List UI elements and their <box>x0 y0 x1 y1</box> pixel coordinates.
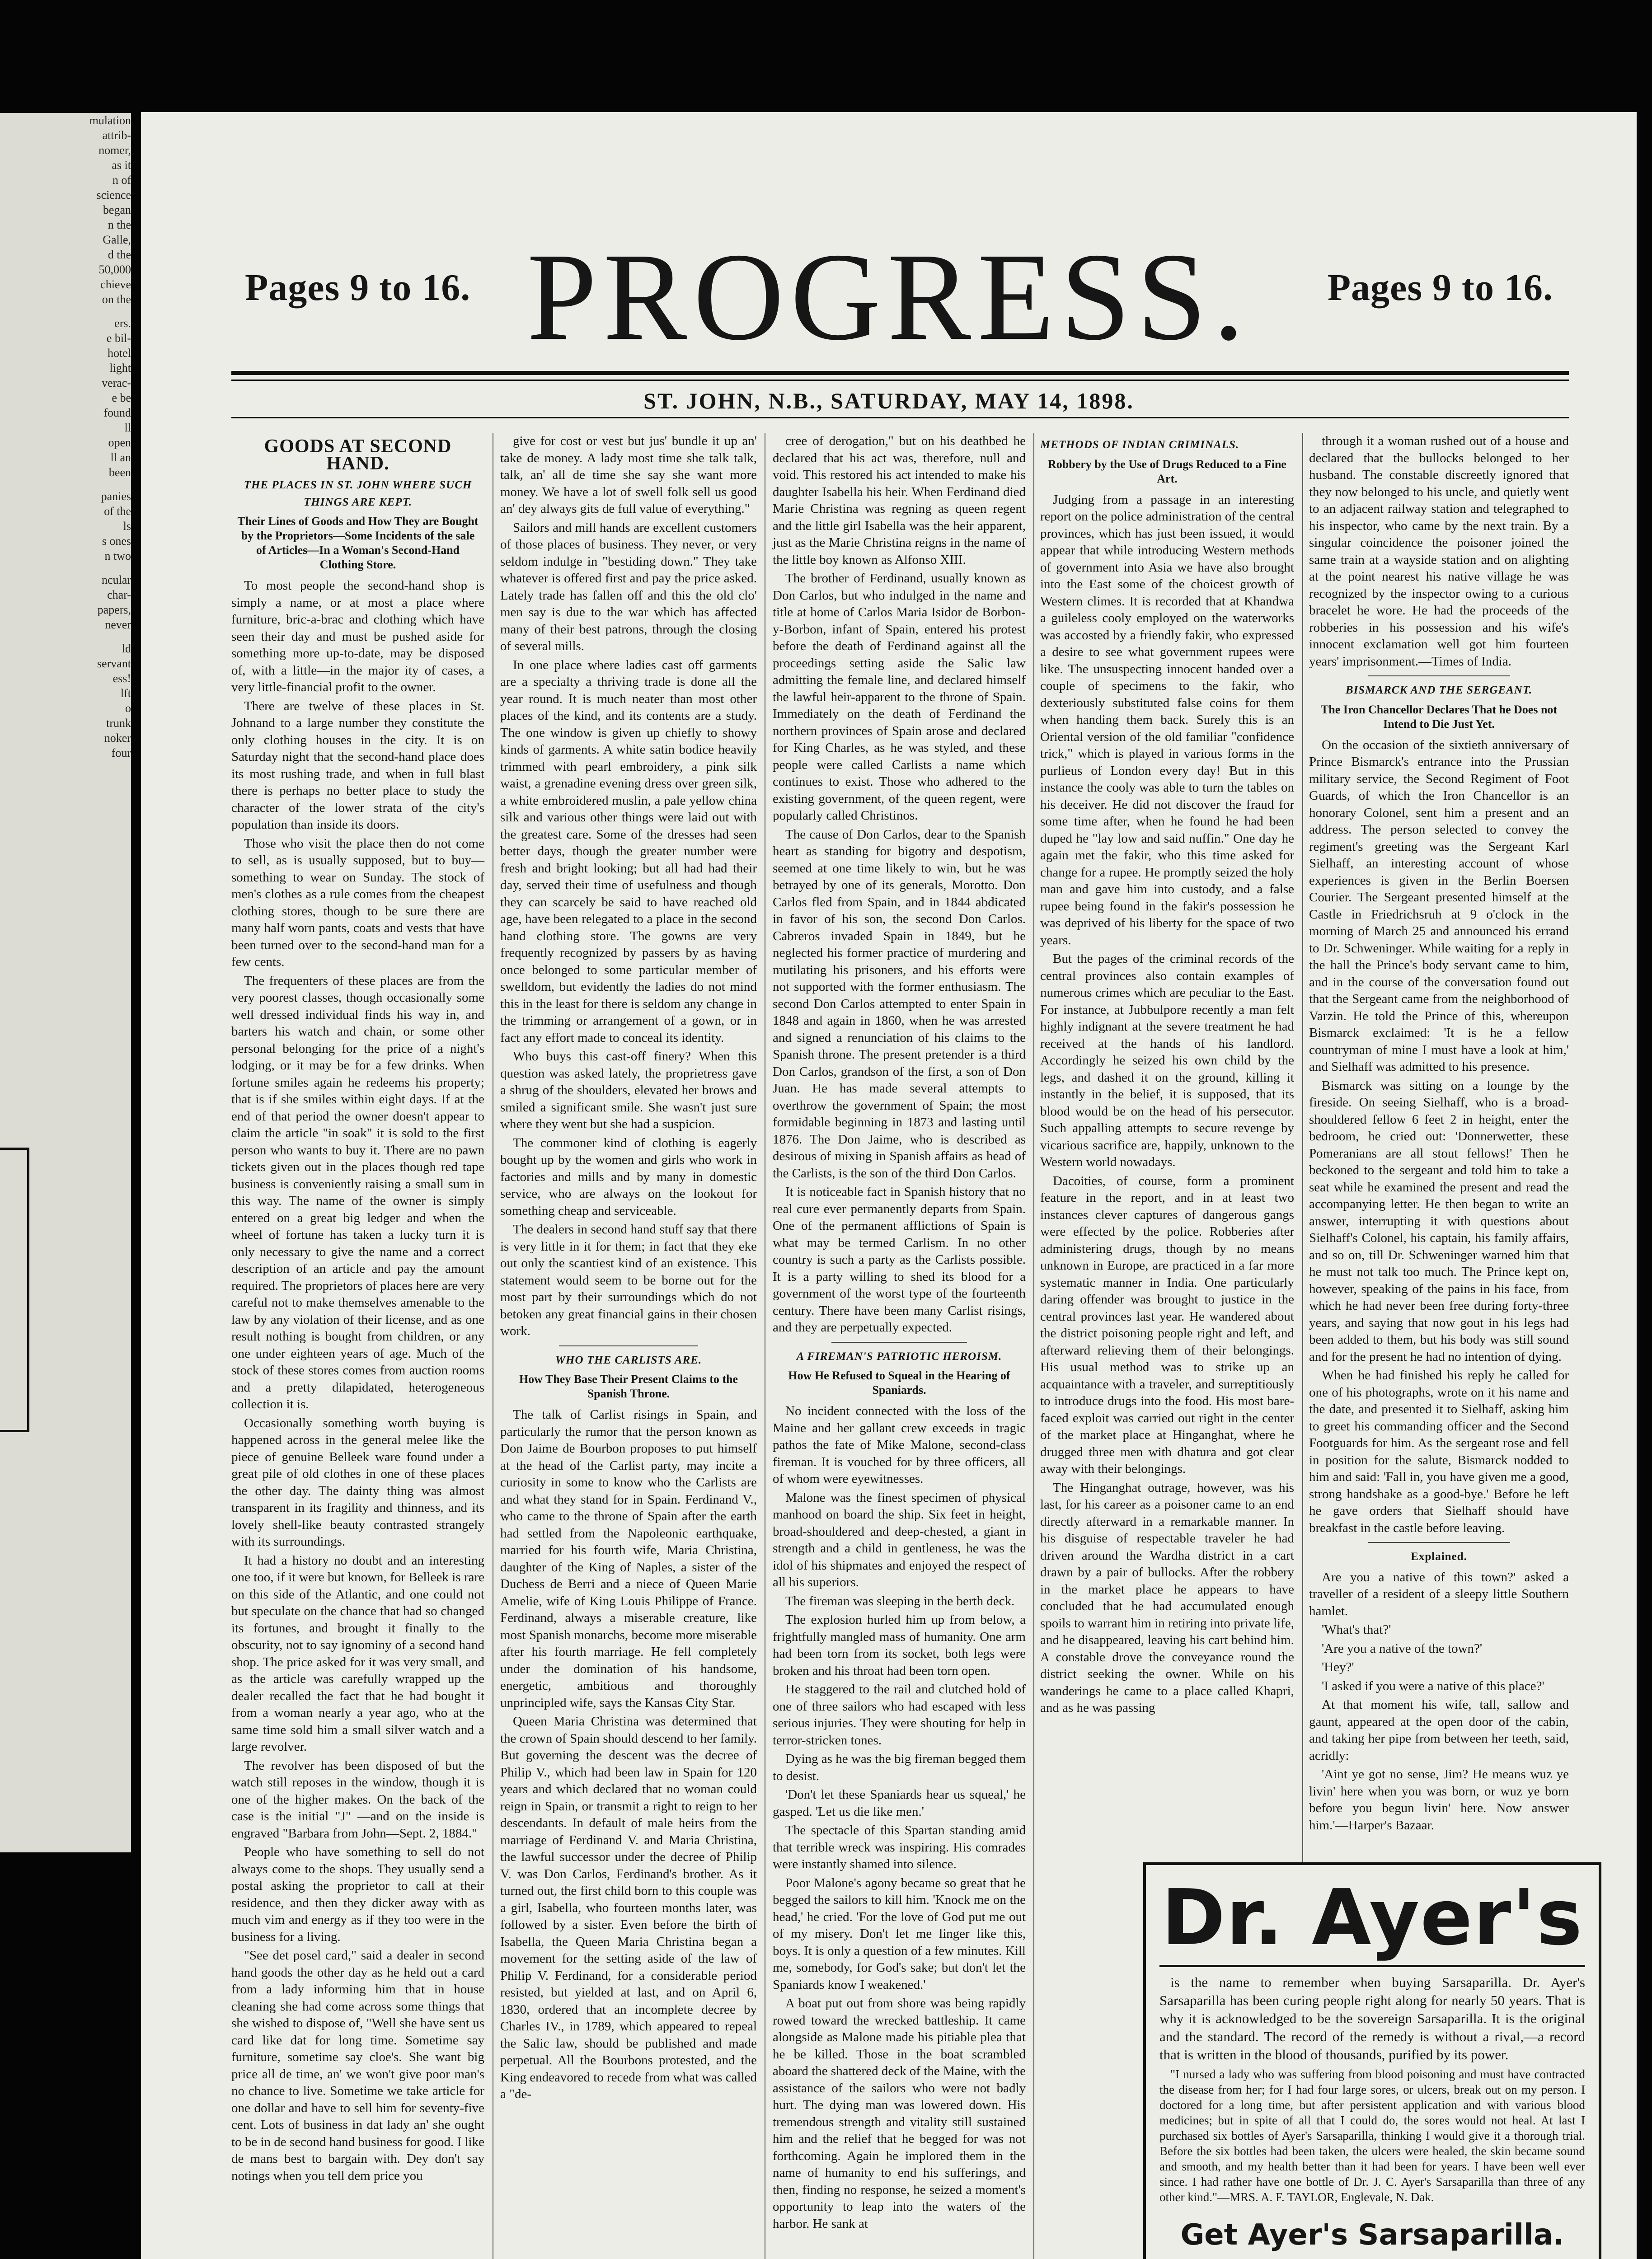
pages-label-left: Pages 9 to 16. <box>245 267 471 309</box>
paragraph: The commoner kind of clothing is eagerly bought up by the women and girls who work in factories and mills and by many in domestic service, who are always on the lookout for something cheap and serviceable. <box>500 1135 757 1218</box>
paragraph: The talk of Carlist risings in Spain, and particularly the rumor that the person known as Don Jaime de Bourbon proposes to put himself at the head of the Carlist party, may incite a curiosity in some to know who the Carlists are and what they stand for in Spain. Ferdinand V., who came to the throne of Spain after the earth had settled from the Napoleonic earthquake, married for his fourth wife, Maria Christina, daughter of the King of Naples, a sister of the Duchess de Berri and a niece of Queen Marie Amelie, wife of King Louis Philippe of France. Ferdinand, always a miserable creature, like most Spanish monarchs, become more miserable after his fourth marriage. He fell completely under the domination of his handsome, energetic, ambitious and thoroughly unprincipled wife, says the Kansas City Star. <box>500 1407 757 1710</box>
paragraph: "See det posel card," said a dealer in second hand goods the other day as he held out a card from a lady informing him that in house cleaning she had come across some things that she wished to dispose of, "Well she have sent us card like dat for long time. Sometime say furniture, sometime say cloe's. She want big price all de time, an' we won't give poor man's no chance to live. Sometime we take article for one dollar and have to sell him for seventy-five cent. Lots of business in dat lady an' she ought to be in de second hand business for good. I like de mans best to bargain with. Dey don't say notings when you tell dem price you <box>231 1948 484 2183</box>
paragraph: People who have something to sell do not always come to the shops. They usually send a postal asking the proprietor to call at their residence, and then they dicker away with as much vim and energy as if they too were in the business for a living. <box>231 1845 484 1944</box>
paragraph: Queen Maria Christina was determined that the crown of Spain should descend to her family. But governing the descent was the decree of Philip V., which had been law in Spain for 120 years and which declared that no woman could reign in Spain, or transmit a right to reign to her descendants. In default of male heirs from the marriage of Ferdinand V. and Maria Christina, the lawful successor under the decree of Philip V. was Don Carlos, Ferdinand's brother. As it turned out, the first child born to this couple was a girl, Isabella, who fourteen months later, was followed by a sister. Even before the birth of Isabella, the Queen Maria Christina began a movement for the setting aside of the law of Philip V. Ferdinand, for a considerable period resisted, but yielded at last, and on April 6, 1830, ordered that an incomplete decree by Charles IV., in 1789, which appeared to repeal the Salic law, should be published and made perpetual. All the Bourbons protested, and the King endeavored to recede from what was called a "de- <box>500 1714 757 2101</box>
pages-label-right: Pages 9 to 16. <box>1327 267 1553 309</box>
masthead-rule <box>231 371 1569 375</box>
paragraph: The Hinganghat outrage, however, was his last, for his career as a poisoner came to an end directly afterward in a remarkable manner. In his disguise of respectable traveler he had driven around the Wardha district in a cart drawn by a pair of bullocks. After the robbery in the market place he appears to have concluded that he had accumulated enough spoils to warrant him in retiring into private life, and he disappeared, leaving his cart behind him. A constable drove the conveyance round the district seeking the owner. While on his wanderings he came to a place called Khapri, and as he was passing <box>1040 1480 1294 1715</box>
paragraph: Judging from a passage in an interesting report on the police administration of the central provinces, which has just been issued, it would appear that while introducing Western methods of government into Asia we have also brought into the East some of the choicest growth of Western climes. It is recorded that at Khandwa a guileless cooly employed on the waterworks was accosted by a friendly fakir, who expressed a desire to see what government rupees were like. The unsuspecting innocent handed over a couple of specimens to the fakir, who dexteriously substituted false coins for them when handing them back. Surely this is an Oriental version of the old familiar "confidence trick," which is played in various forms in the purlieus of London every day! But in this instance the cooly was able to turn the tables on his deceiver. He did not discover the fraud for some time after, when he found he had been duped he "lay low and said nuffin." One day he again met the fakir, who this time asked for change for a rupee. He promptly seized the holy man and gave him into custody, and a false rupee being found in the fakir's possession he was deprived of his liberty for the space of two years. <box>1040 492 1294 947</box>
paragraph: Dying as he was the big fireman begged them to desist. <box>773 1752 1026 1783</box>
dateline-rule <box>231 417 1569 418</box>
fragment-line: n two <box>104 549 131 562</box>
fragment-line: ncular <box>102 573 131 586</box>
fragment-line: n of <box>112 173 131 187</box>
paragraph: Bismarck was sitting on a lounge by the fireside. On seeing Sielhaff, who is a broad-shouldered fellow 6 feet 2 in height, enter the bedroom, he cried out: 'Donnerwetter, these Pomeranians are all stout fellows!' Then he beckoned to the sergeant and told him to take a seat while he examined the present and read the accompanying letter. He then began to write an answer, interrupting it with questions about Sielhaff's Colonel, his captain, his family affairs, and so on, till Dr. Schweninger warned him that he must not talk too much. The Prince kept on, however, speaking of the pains in his face, from which he had never been free during forty-three years, and saying that now gout in his legs had been added to them, but his body was still sound and for the present he had no intention of dying. <box>1309 1078 1569 1364</box>
paragraph: cree of derogation," but on his deathbed he declared that his act was, therefore, null and void. This restored his act intended to make his daughter Isabella his heir. When Ferdinand died Marie Christina was regning as queen regent and the little girl Isabella was the heir apparent, just as the Marie Christina reigns in the name of the little boy known as Alfonso XIII. <box>773 434 1026 567</box>
paragraph: The brother of Ferdinand, usually known as Don Carlos, but who indulged in the name and title at home of Carlos Maria Isidor de Borbon-y-Borbon, infant of Spain, entered his protest before the death of Ferdinand against all the proceedings setting aside the Salic law admitting the female line, and declared himself the lawful heir-apparent to the throne of Spain. Immediately on the death of Ferdinand the northern provinces of Spain arose and declared for King Charles, as he was styled, and these people were called Carlists a name which continues to exist. Those who adhered to the existing government, of the queen regent, were popularly called Christinos. <box>773 571 1026 823</box>
column-5 <box>1309 433 1569 1833</box>
fragment-line: n the <box>108 218 131 231</box>
ad-rule <box>1159 1965 1585 1967</box>
paragraph: is the name to remember when buying Sarsaparilla. Dr. Ayer's Sarsaparilla has been curing people right along for nearly 50 years. That is why it is acknowledged to be the sovereign Sarsaparilla. It is the original and the standard. The record of the remedy is without a rival,—a record that is written in the blood of thousands, purified by its power. <box>1159 1974 1585 2062</box>
paragraph: 'What's that?' <box>1322 1622 1391 1637</box>
ayers-sarsaparilla-ad <box>1143 1862 1601 2259</box>
fragment-line: never <box>105 618 131 631</box>
article-deck: The Iron Chancellor Declares That he Does not Intend to Die Just Yet. <box>1320 703 1558 731</box>
ad-headline: Dr. Ayer's <box>1161 1873 1583 1963</box>
fragment-line: papers, <box>97 603 131 616</box>
article-body <box>500 1406 757 2103</box>
fragment-line: ers. <box>114 317 131 330</box>
fragment-line: trunk <box>106 717 131 730</box>
fragment-line: chieve <box>100 278 131 291</box>
paragraph: 'Are you a native of the town?' <box>1322 1641 1483 1656</box>
fragment-line: ld <box>122 642 131 655</box>
newspaper-title: PROGRESS. <box>527 227 1251 366</box>
column-2 <box>500 433 757 2259</box>
paragraph: There are twelve of these places in St. Johnand to a large number they constitute the only clothing houses in the city. It is on Saturday night that the second-hand place does its most rushing trade, and when in full blast there is perhaps no better place to study the character of the lower strata of the city's population than inside its doors. <box>231 698 484 832</box>
fragment-line: light <box>109 361 131 375</box>
fragment-line: ll <box>124 421 131 434</box>
fragment-line: ls <box>123 520 131 533</box>
article-body <box>500 433 757 1340</box>
article-subhead: Explained. <box>1411 1551 1467 1563</box>
paragraph: It had a history no doubt and an interesting one too, if it were but known, for Belleek is rare on this side of the Atlantic, and one could not but speculate on the chance that had so changed its fortunes, and brought it finally to the obscurity, not to say ignominy of a second hand shop. The price asked for it was very small, and as the article was carefully wrapped up the dealer recalled the fact that he had bought it from a woman nearly a year ago, who at the same time sold him a small silver watch and a large revolver. <box>231 1553 484 1754</box>
paragraph: Malone was the finest specimen of physical manhood on board the ship. Six feet in height, broad-shouldered and deep-chested, a giant in strength and a child in gentleness, he was the idol of his shipmates and enjoyed the respect of all his superiors. <box>773 1490 1026 1589</box>
ad-testimonial: "I nursed a lady who was suffering from blood poisoning and must have contracted the disease from her; for I had four large sores, or ulcers, break out on my person. I doctored for a long time, but after persistent application and with various blood medicines; but in spite of all that I could do, the sores would not heal. At last I purchased six bottles of Ayer's Sarsaparilla, thinking I would give it a thorough trial. Before the six bottles had been taken, the ulcers were healed, the skin became sound and smooth, and my health better than it had been for years. I have been well ever since. I had rather have one bottle of Dr. J. C. Ayer's Sarsaparilla than three of any other kind."—MRS. A. F. TAYLOR, Englevale, N. Dak. <box>1159 2067 1585 2204</box>
dateline: ST. JOHN, N.B., SATURDAY, MAY 14, 1898. <box>643 388 1134 413</box>
section-rule <box>1368 1542 1510 1543</box>
paragraph: The cause of Don Carlos, dear to the Spanish heart as standing for bigotry and despotism, seemed at one time likely to win, but he was betrayed by one of its generals, Morotto. Don Carlos fled from Spain, and in 1844 abdicated in favor of his son, the second Don Carlos. Cabreros invaded Spain in 1849, but he neglected his former practice of murdering and mutilating his prisoners, and his efforts were not supported with the former enthusiasm. The second Don Carlos attempted to enter Spain in 1848 and again in 1860, when he was arrested and signed a renunciation of his claims to the Spanish throne. The present pretender is a third Don Carlos, grandson of the first, a son of Don Juan. He has made several attempts to overthrow the government of Spain; the most formidable beginning in 1873 and lasting until 1876. The Don Jaime, who is described as desirous of mixing in Spanish affairs as head of the Carlists, is the son of the third Don Carlos. <box>773 827 1026 1181</box>
paragraph: 'Don't let these Spaniards hear us squeal,' he gasped. 'Let us die like men.' <box>773 1787 1026 1819</box>
fragment-line: science <box>96 188 131 202</box>
article-deck: How He Refused to Squeal in the Hearing of Spaniards. <box>788 1369 1010 1397</box>
adjacent-page-fragment <box>0 113 131 1852</box>
article-deck: How They Base Their Present Claims to the Spanish Throne. <box>519 1373 738 1400</box>
column-1 <box>231 433 484 2259</box>
fragment-line: e be <box>112 391 131 404</box>
fragment-line: panies <box>101 490 131 503</box>
paragraph: give for cost or vest but jus' bundle it up an' take de money. A lady most time she talk talk, talk, an' all de time she say she want more money. We have a lot of swell folk sell us good an' dey always gits de full value of everything." <box>500 434 757 516</box>
paragraph: A boat put out from shore was being rapidly rowed toward the wrecked battleship. It came alongside as Malone made his pitiable plea that he be killed. Those in the boat scrambled aboard the shattered deck of the Maine, with the assistance of the sailors who were not badly hurt. The dying man was lowered down. His tremendous strength and vitality still sustained him and the relief that he begged for was not forthcoming. Again he implored them in the name of humanity to end his sufferings, and then, finding no response, he seized a moment's opportunity to leap into the waters of the harbor. He sank at <box>773 1996 1026 2231</box>
fragment-line: s ones <box>102 534 131 548</box>
paragraph: The dealers in second hand stuff say that there is very little in it for them; in fact that they eke out only the scantiest kind of an existence. This statement would seem to be borne out for the most part by their surroundings which do not betoken any great financial gains in their chosen work. <box>500 1222 757 1338</box>
fragment-line: d the <box>108 248 131 261</box>
paragraph: The spectacle of this Spartan standing amid that terrible wreck was inspiring. His comrades were instantly shamed into silence. <box>773 1823 1026 1871</box>
article-subhead: WHO THE CARLISTS ARE. <box>555 1354 702 1366</box>
fragment-line: on the <box>102 293 131 306</box>
paragraph: To most people the second-hand shop is simply a name, or at most a place where furniture, bric-a-brac and clothing which have seen their day and must be pushed aside for something more up-to-date, may be disposed of, with a little—in the major ity of cases, a very little-financial profit to the owner. <box>231 578 484 694</box>
paragraph: He staggered to the rail and clutched hold of one of three sailors who had escaped with less serious injuries. They were shouting for help in terror-stricken tones. <box>773 1682 1026 1748</box>
article-body <box>231 577 484 2184</box>
article-body <box>1040 492 1294 1717</box>
paragraph: 'I asked if you were a native of this place?' <box>1322 1678 1544 1693</box>
article-body <box>1309 1569 1569 1834</box>
paragraph: On the occasion of the sixtieth anniversary of Prince Bismarck's entrance into the Prussian military service, the Second Regiment of Foot Guards, of which the Iron Chancellor is an honorary Colonel, sent him a present and an address. The person selected to convey the regiment's greeting was the Sergeant Karl Sielhaff, an interesting account of whose experiences is given in the Berlin Boersen Courier. The Sergeant presented himself at the Castle in Friedrichsruh at 9 o'clock in the morning of March 25 and announced his errand to Dr. Schweninger. While waiting for a reply in the hall the Prince's body servant came to him, and in the course of the conversation found out that the Sergeant came from the neighborhood of Varzin. He told the Prince of this, whereupon Bismarck exclaimed: 'It is he a fellow countryman of mine I must have a look at him,' and Sielhaff was admitted to his presence. <box>1309 737 1569 1074</box>
article-deck: Their Lines of Goods and How They are Bought by the Proprietors—Some Incidents of the sale of Articles—In a Woman's Second-Hand Clothing Store. <box>237 515 479 571</box>
fragment-line: four <box>111 746 131 759</box>
paragraph: The revolver has been disposed of but the watch still reposes in the window, though it is one of the higher makes. On the back of the case is the initial "J" —and on the inside is engraved "Barbara from John—Sept. 2, 1884." <box>231 1758 484 1841</box>
fragment-line: attrib- <box>102 129 131 142</box>
paragraph: through it a woman rushed out of a house and declared that the bullocks belonged to her husband. The constable discreetly ignored that they now belonged to his uncle, and quietly went to an adjacent railway station and telegraphed to his inspector, who came by the next train. By a singular coincidence the poisoner joined the same train at a wayside station and on alighting at the point nearest his native village he was recognized by the inspector owing to a curious bracelet he wore. He had the proceeds of the robberies in his possession and his wife's innocent exclamation well got him fourteen years' imprisonment.—Times of India. <box>1309 434 1569 669</box>
fragment-line: char- <box>107 588 131 601</box>
fragment-line: o <box>125 702 131 715</box>
paragraph: Who buys this cast-off finery? When this question was asked lately, the proprietress gave a shrug of the shoulders, elevated her brows and smiled a significant smile. She wasn't just sure where they went but she had a suspicion. <box>500 1049 757 1131</box>
section-rule <box>831 1342 967 1343</box>
article-subhead: THE PLACES IN ST. JOHN WHERE SUCH THINGS ARE KEPT. <box>244 479 472 508</box>
article-body <box>773 433 1026 1336</box>
fragment-line: nomer, <box>99 144 131 157</box>
paragraph: At that moment his wife, tall, sallow and gaunt, appeared at the open door of the cabin, and taking her pipe from between her teeth, said, acridly: <box>1309 1697 1569 1763</box>
paragraph: The frequenters of these places are from the very poorest classes, though occasionally some well dressed individual finds his way in, and barters his watch and chain, or some other personal belonging for the price of a night's lodging, or it may be for a few drinks. When fortune smiles again he redeems his property; that is if she smiles within eight days. If at the end of that period the owner doesn't appear to claim the article "in soak" it is sold to the first person who wants to buy it. There are no pawn tickets given out in the places though red tape business is conveniently raising a small sum in this way. The name of the owner is simply entered on a great big ledger and when the wheel of fortune has taken a lucky turn it is only necessary to give the name and a correct description of an article and pay the amount required. The proprietors of places here are very careful not to make themselves amenable to the law by any violation of their license, and as one result nothing is bought from children, or any one under eighteen years of age. Much of the stock of these stores comes from auction rooms and a pretty dilapidated, heterogeneous collection it is. <box>231 973 484 1411</box>
fragment-line: been <box>108 466 131 479</box>
paragraph: Sailors and mill hands are excellent customers of those places of business. They never, or very seldom indulge in "bestiding down." They take whatever is offered first and pay the price asked. Lately trade has fallen off and this the old clo' men say is due to the war which has affected many of their best patrons, through the closing of several mills. <box>500 520 757 653</box>
fragment-line: open <box>108 436 131 449</box>
masthead-rule <box>231 380 1569 381</box>
paragraph: When he had finished his reply he called for one of his photographs, wrote on it his name and the date, and presented it to Sielhaff, asking him to greet his commanding officer and the Second Footguards for him. As the sergeant rose and fell in position for the salute, Bismarck nodded to him and said: 'Fall in, you have given me a good, strong handshake as a good-bye.' Before he left he gave orders that Sielhaff should have breakfast in the castle before leaving. <box>1309 1368 1569 1535</box>
fragment-line: as it <box>112 159 131 172</box>
fragment-line: lft <box>120 687 131 700</box>
article-deck: Robbery by the Use of Drugs Reduced to a Fine Art. <box>1048 457 1286 485</box>
paragraph: The explosion hurled him up from below, a frightfully mangled mass of humanity. One arm had been torn from its socket, both legs were broken and his throat had been torn open. <box>773 1612 1026 1678</box>
article-headline: GOODS AT SECOND HAND. <box>264 436 452 474</box>
fragment-line: noker <box>104 731 131 745</box>
fragment-line: found <box>103 406 131 419</box>
fragment-line: e bil- <box>106 332 131 345</box>
paragraph: No incident connected with the loss of the Maine and her gallant crew exceeds in tragic pathos the fate of Mike Malone, second-class fireman. It is vouched for by three officers, all of whom were eyewitnesses. <box>773 1404 1026 1486</box>
article-body <box>773 1403 1026 2232</box>
paragraph: Are you a native of this town?' asked a traveller of a resident of a sleepy little Southern hamlet. <box>1309 1570 1569 1618</box>
fragment-line: hotel <box>108 347 131 360</box>
article-body <box>1309 737 1569 1537</box>
column-3 <box>773 433 1026 2259</box>
article-body <box>1309 433 1569 670</box>
article-subhead: BISMARCK AND THE SERGEANT. <box>1345 684 1533 696</box>
fragment-line: 50,000 <box>99 263 131 276</box>
fragment-line: Galle, <box>103 233 131 246</box>
paragraph: Dacoities, of course, form a prominent feature in the report, and in at least two instances clever captures of dangerous gangs were effected by the police. Robberies after administering drugs, though by no means unknown in Europe, are practiced in a far more systematic manner in India. One particularly daring offender was brought to justice in the central provinces last year. He wandered about the district poisoning people right and left, and afterward relieving them of their belongings. His usual method was to strike up an acquaintance with a traveler, and surreptitiously to introduce drugs into the food. His most bare-faced exploit was carried out right in the center of the market place at Hinganghat, where he drugged three men with dhatura and got clear away with their belongings. <box>1040 1173 1294 1476</box>
paragraph: 'Aint ye got no sense, Jim? He means wuz ye livin' here when you was born, or wuz ye born before you begun livin' here. Now answer him.'—Harper's Bazaar. <box>1309 1767 1569 1833</box>
paragraph: Poor Malone's agony became so great that he begged the sailors to kill him. 'Knock me on the head,' he cried. 'For the love of God put me out of my misery. Don't let me linger like this, boys. It is only a question of a few minutes. Kill me, somebody, for God's sake; but don't let the Spaniards know I weakened.' <box>773 1875 1026 1992</box>
newspaper-page <box>141 112 1637 2259</box>
fragment-line: servant <box>97 657 131 670</box>
paragraph: Occasionally something worth buying is happened across in the general melee like the piece of genuine Belleek ware found under a great pile of old clothes in one of these places the other day. The dainty thing was almost transparent in its fragility and thinness, and its lovely shell-like beauty contrasted strangely with its surroundings. <box>231 1415 484 1549</box>
section-rule <box>559 1345 698 1346</box>
article-subhead: METHODS OF INDIAN CRIMINALS. <box>1040 439 1239 451</box>
adjacent-page-box <box>0 1148 29 1432</box>
paragraph: It is noticeable fact in Spanish history that no real cure ever permanently departs from Spain. One of the permanent afflictions of Spain is what may be termed Carlism. In no other country is such a party as the Carlists possible. It is a party willing to shed its blood for a government of the worst type of the fourteenth century. There have been many Carlist risings, and they are perpetually expected. <box>773 1185 1026 1335</box>
paragraph: Those who visit the place then do not come to sell, as is usually supposed, but to buy—something to wear on Sunday. The stock of men's clothes as a rule comes from the cheapest clothing stores, though to be sure there are many half worn pants, coats and vests that have been turned over to the second-hand man for a few cents. <box>231 836 484 969</box>
paragraph: But the pages of the criminal records of the central provinces also contain examples of numerous crimes which are peculiar to the East. For instance, at Jubbulpore recently a man felt highly indignant at the severe treatment he had received at the hands of his landlord. Accordingly he seized his own child by the legs, and dashed it on the ground, killing it instantly in the belief, it is supposed, that its blood would be on the head of his persecutor. Such appalling attempts to secure revenge by vicarious sacrifice are, happily, unknown to the Western world nowadays. <box>1040 951 1294 1169</box>
fragment-line: of the <box>104 505 131 518</box>
paragraph: In one place where ladies cast off garments are a specialty a thriving trade is done all the year round. It is much neater than most other places of the kind, and its contents are a study. The one window is given up chiefly to showy kinds of garments. A white satin bodice heavily trimmed with pearl embroidery, a pink silk waist, a grenadine evening dress over green silk, a white embroidered muslin, a pale yellow china silk and various other things were laid out with the greatest care. Some of the dresses had seen better days, though the greater number were fresh and bright looking; but all had had their day, served their time of usefulness and though they can scarcely be said to have reached old age, have been relegated to a place in the second hand clothing store. The gowns are very frequently recognized by passers by as having once belonged to some particular member of swelldom, but evidently the ladies do not mind this in the least for there is seldom any change in the trimming or arrangement of a gown, or in fact any effort made to conceal its identity. <box>500 657 757 1045</box>
paragraph: 'Hey?' <box>1322 1660 1354 1674</box>
fragment-line: ll an <box>110 451 131 464</box>
fragment-line: began <box>103 203 131 216</box>
ad-body <box>1159 1973 1585 2064</box>
article-subhead: A FIREMAN'S PATRIOTIC HEROISM. <box>796 1350 1002 1363</box>
section-rule <box>1368 675 1510 676</box>
ad-tagline: Get Ayer's Sarsaparilla. <box>1180 2218 1564 2252</box>
paragraph: The fireman was sleeping in the berth deck. <box>785 1593 1015 1608</box>
fragment-line: verac- <box>102 376 131 389</box>
column-divider <box>1033 433 1034 2259</box>
fragment-line: ess! <box>113 672 131 685</box>
fragment-line: mulation <box>89 114 131 127</box>
